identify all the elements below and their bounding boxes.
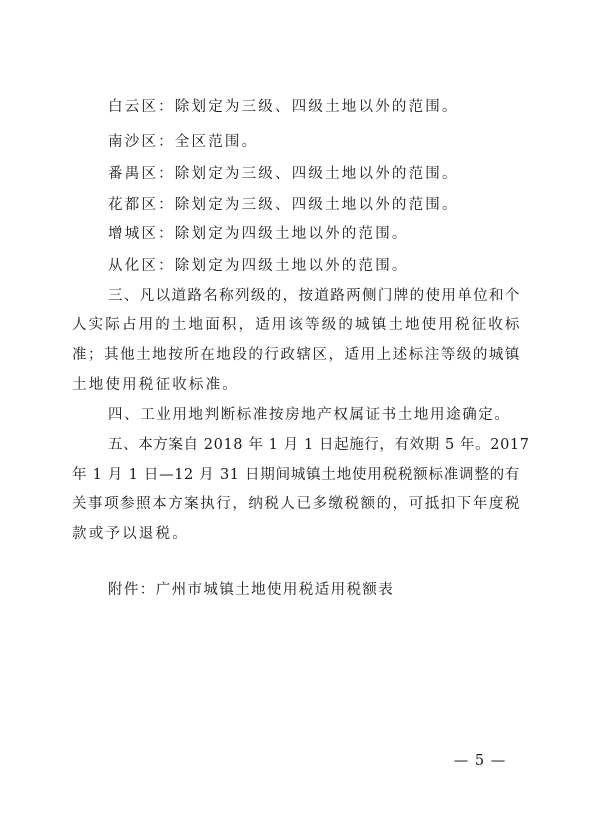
section-four: 四、工业用地判断标准按房地产权属证书土地用途确定。 xyxy=(108,407,511,423)
section-three-line-1: 三、凡以道路名称列级的，按道路两侧门牌的使用单位和个 xyxy=(108,288,520,304)
section-five-line-3: 关事项参照本方案执行，纳税人已多缴税额的，可抵扣下年度税 xyxy=(72,496,520,512)
district-line-nansha: 南沙区：全区范围。 xyxy=(108,134,259,150)
district-line-baiyun: 白云区：除划定为三级、四级土地以外的范围。 xyxy=(108,99,459,115)
section-three-line-4: 土地使用税征收标准。 xyxy=(72,377,239,393)
section-three-line-2: 人实际占用的土地面积，适用该等级的城镇土地使用税征收标 xyxy=(72,317,520,333)
attachment-line: 附件：广州市城镇土地使用税适用税额表 xyxy=(108,582,395,598)
section-five-line-4: 款或予以退税。 xyxy=(72,526,189,542)
district-line-huadu: 花都区：除划定为三级、四级土地以外的范围。 xyxy=(108,197,459,213)
page-number: — 5 — xyxy=(453,753,507,769)
district-line-zengcheng: 增城区：除划定为四级土地以外的范围。 xyxy=(108,226,409,242)
section-five-line-2: 年 1 月 1 日—12 月 31 日期间城镇土地使用税税额标准调整的有 xyxy=(72,467,520,483)
district-line-conghua: 从化区：除划定为四级土地以外的范围。 xyxy=(108,258,409,274)
section-five-line-1: 五、本方案自 2018 年 1 月 1 日起施行，有效期 5 年。2017 xyxy=(108,437,530,453)
district-line-panyu: 番禺区：除划定为三级、四级土地以外的范围。 xyxy=(108,166,459,182)
section-three-line-3: 准；其他土地按所在地段的行政辖区，适用上述标注等级的城镇 xyxy=(72,347,520,363)
